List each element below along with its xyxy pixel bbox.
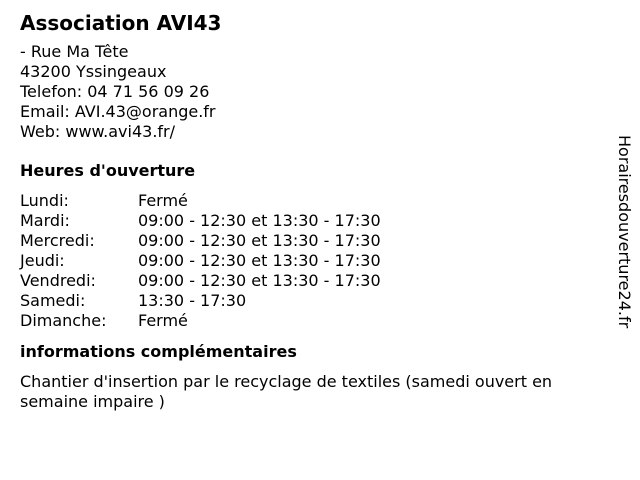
additional-info-title: informations complémentaires <box>20 342 297 361</box>
business-name: Association AVI43 <box>20 11 222 35</box>
day-hours: 13:30 - 17:30 <box>138 291 247 310</box>
hours-row-thursday <box>20 251 381 271</box>
phone-line: Telefon: 04 71 56 09 26 <box>20 82 210 101</box>
opening-hours-title: Heures d'ouverture <box>20 161 196 180</box>
day-hours: 09:00 - 12:30 et 13:30 - 17:30 <box>138 271 381 290</box>
day-label: Mercredi: <box>20 231 95 250</box>
day-hours: 09:00 - 12:30 et 13:30 - 17:30 <box>138 211 381 230</box>
day-label: Vendredi: <box>20 271 96 290</box>
business-card <box>20 10 600 412</box>
day-label: Lundi: <box>20 191 69 210</box>
hours-row-tuesday <box>20 211 381 231</box>
day-hours: 09:00 - 12:30 et 13:30 - 17:30 <box>138 231 381 250</box>
hours-row-friday <box>20 271 381 291</box>
street-line: - Rue Ma Tête <box>20 42 129 61</box>
day-label: Samedi: <box>20 291 86 310</box>
website-line: Web: www.avi43.fr/ <box>20 122 175 141</box>
city-line: 43200 Yssingeaux <box>20 62 167 81</box>
hours-row-saturday <box>20 291 381 311</box>
day-hours: Fermé <box>138 311 188 330</box>
day-hours: Fermé <box>138 191 188 210</box>
hours-row-wednesday <box>20 231 381 251</box>
additional-info-text: Chantier d'insertion par le recyclage de textiles (samedi ouvert en semaine impaire ) <box>20 372 553 411</box>
day-label: Dimanche: <box>20 311 107 330</box>
site-watermark: Horairesdouverture24.fr <box>615 135 634 329</box>
email-line: Email: AVI.43@orange.fr <box>20 102 216 121</box>
hours-row-monday <box>20 191 381 211</box>
address-block <box>20 42 600 142</box>
hours-row-sunday <box>20 311 381 331</box>
day-label: Jeudi: <box>20 251 65 270</box>
day-hours: 09:00 - 12:30 et 13:30 - 17:30 <box>138 251 381 270</box>
opening-hours-table <box>20 191 381 331</box>
day-label: Mardi: <box>20 211 70 230</box>
